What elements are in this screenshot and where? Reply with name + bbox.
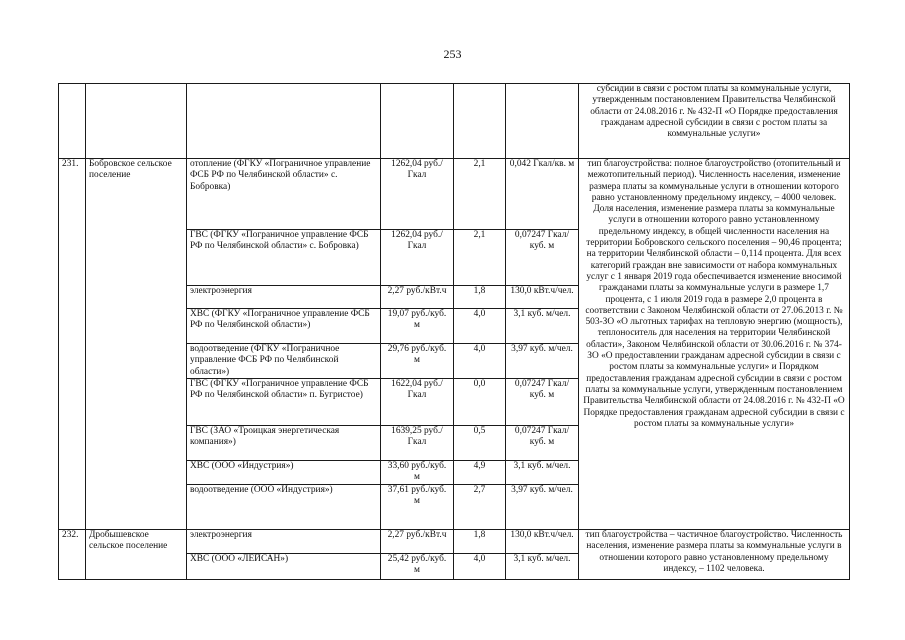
- tariff-value: 37,61 руб./куб. м: [381, 485, 454, 530]
- service-name: ГВС (ЗАО «Троицкая энергетическая компания»): [187, 426, 381, 461]
- consumption-norm: 0,07247 Гкал/куб. м: [506, 426, 579, 461]
- tariff-value: 29,76 руб./куб. м: [381, 344, 454, 379]
- tariff-value: 1262,04 руб./Гкал: [381, 159, 454, 230]
- settlement-name: Бобровское сельское поселение: [86, 159, 187, 530]
- consumption-norm: 130,0 кВт.ч/чел.: [506, 286, 579, 309]
- service-name: ГВС (ФГКУ «Пограничное управление ФСБ РФ по Челябинской области» п. Бугристое): [187, 379, 381, 426]
- service-name: водоотведение (ФГКУ «Пограничное управление ФСБ РФ по Челябинской области»): [187, 344, 381, 379]
- settlement-231-row-1: [59, 159, 850, 230]
- settlement-name: Дробышевское сельское поселение: [86, 530, 187, 580]
- settlement-note: тип благоустройства – частичное благоустройство. Численность населения, изменение размера платы за коммунальные услуги в отношении которого равно установленному предельному индексу, – 1102 человека.: [579, 530, 850, 580]
- page-number: 253: [443, 47, 462, 61]
- tariff-value: 33,60 руб./куб. м: [381, 461, 454, 485]
- tariff-value: 19,07 руб./куб. м: [381, 309, 454, 344]
- settlement-232-row-1: [59, 530, 850, 554]
- service-name: электроэнергия: [187, 530, 381, 554]
- consumption-norm: 3,1 куб. м/чел.: [506, 554, 579, 580]
- consumption-norm: 0,07247 Гкал/куб. м: [506, 379, 579, 426]
- continuation-row: [59, 84, 850, 159]
- consumption-norm: 130,0 кВт.ч/чел.: [506, 530, 579, 554]
- change-percent: 4,0: [454, 344, 506, 379]
- change-percent: 0,5: [454, 426, 506, 461]
- tariff-table: [58, 83, 850, 580]
- tariff-value: 2,27 руб./кВт.ч: [381, 530, 454, 554]
- tariff-value: 1262,04 руб./Гкал: [381, 230, 454, 286]
- change-percent: 0,0: [454, 379, 506, 426]
- service-name: ГВС (ФГКУ «Пограничное управление ФСБ РФ по Челябинской области» с. Бобровка): [187, 230, 381, 286]
- service-name: электроэнергия: [187, 286, 381, 309]
- tariff-value: 25,42 руб./куб. м: [381, 554, 454, 580]
- tariff-value: 1622,04 руб./Гкал: [381, 379, 454, 426]
- service-name: ХВС (ООО «Индустрия»): [187, 461, 381, 485]
- change-percent: 4,0: [454, 554, 506, 580]
- service-name: водоотведение (ООО «Индустрия»): [187, 485, 381, 530]
- consumption-norm: 0,07247 Гкал/куб. м: [506, 230, 579, 286]
- tariff-value: 1639,25 руб./Гкал: [381, 426, 454, 461]
- service-name: отопление (ФГКУ «Пограничное управление ФСБ РФ по Челябинской области» с. Бобровка): [187, 159, 381, 230]
- consumption-norm: 0,042 Гкал/кв. м: [506, 159, 579, 230]
- change-percent: 4,0: [454, 309, 506, 344]
- change-percent: 2,1: [454, 159, 506, 230]
- settlement-number: 232.: [59, 530, 86, 580]
- consumption-norm: 3,97 куб. м/чел.: [506, 344, 579, 379]
- consumption-norm: 3,1 куб. м/чел.: [506, 461, 579, 485]
- continuation-note: субсидии в связи с ростом платы за коммунальные услуги, утвержденным постановлением Правительства Челябинской области от 24.08.2016 г. № 432-П «О Порядке предоставления гражданам адресной субсидии в связи с ростом платы за коммунальные услуги»: [579, 84, 850, 159]
- change-percent: 1,8: [454, 286, 506, 309]
- service-name: ХВС (ФГКУ «Пограничное управление ФСБ РФ по Челябинской области»): [187, 309, 381, 344]
- consumption-norm: 3,97 куб. м/чел.: [506, 485, 579, 530]
- consumption-norm: 3,1 куб. м/чел.: [506, 309, 579, 344]
- tariff-value: 2,27 руб./кВт.ч: [381, 286, 454, 309]
- service-name: ХВС (ООО «ЛЕЙСАН»): [187, 554, 381, 580]
- settlement-note: тип благоустройства: полное благоустройство (отопительный и межотопительный период). Численность населения, изменение размера платы за коммунальные услуги в отношении которого равно установленному предельному индексу, – 4000 человек. Доля населения, изменение размера платы за коммунальные услуги в отношении которого равно установленному предельному индексу, в общей численности населения на территории Бобровского сельского поселения – 90,46 процента; на территории Челябинской области – 0,114 процента. Для всех категорий граждан вне зависимости от набора коммунальных услуг с 1 января 2019 года обеспечивается изменение вносимой гражданами платы за коммунальные услуги в размере 1,7 процента, с 1 июля 2019 года в размере 2,0 процента в соответствии с Законом Челябинской области от 27.06.2013 г. № 503-ЗО «О льготных тарифах на тепловую энергию (мощность), теплоноситель для населения на территории Челябинской области», Законом Челябинской области от 30.06.2016 г. № 374-ЗО «О предоставлении гражданам адресной субсидии в связи с ростом платы за коммунальные услуги» и Порядком предоставления гражданам адресной субсидии в связи с ростом платы за коммунальные услуги, утвержденным постановлением Правительства Челябинской области от 24.08.2016 г. № 432-П «О Порядке предоставления гражданам адресной субсидии в связи с ростом платы за коммунальные услуги»: [579, 159, 850, 530]
- change-percent: 1,8: [454, 530, 506, 554]
- change-percent: 4,9: [454, 461, 506, 485]
- change-percent: 2,7: [454, 485, 506, 530]
- settlement-number: 231.: [59, 159, 86, 530]
- change-percent: 2,1: [454, 230, 506, 286]
